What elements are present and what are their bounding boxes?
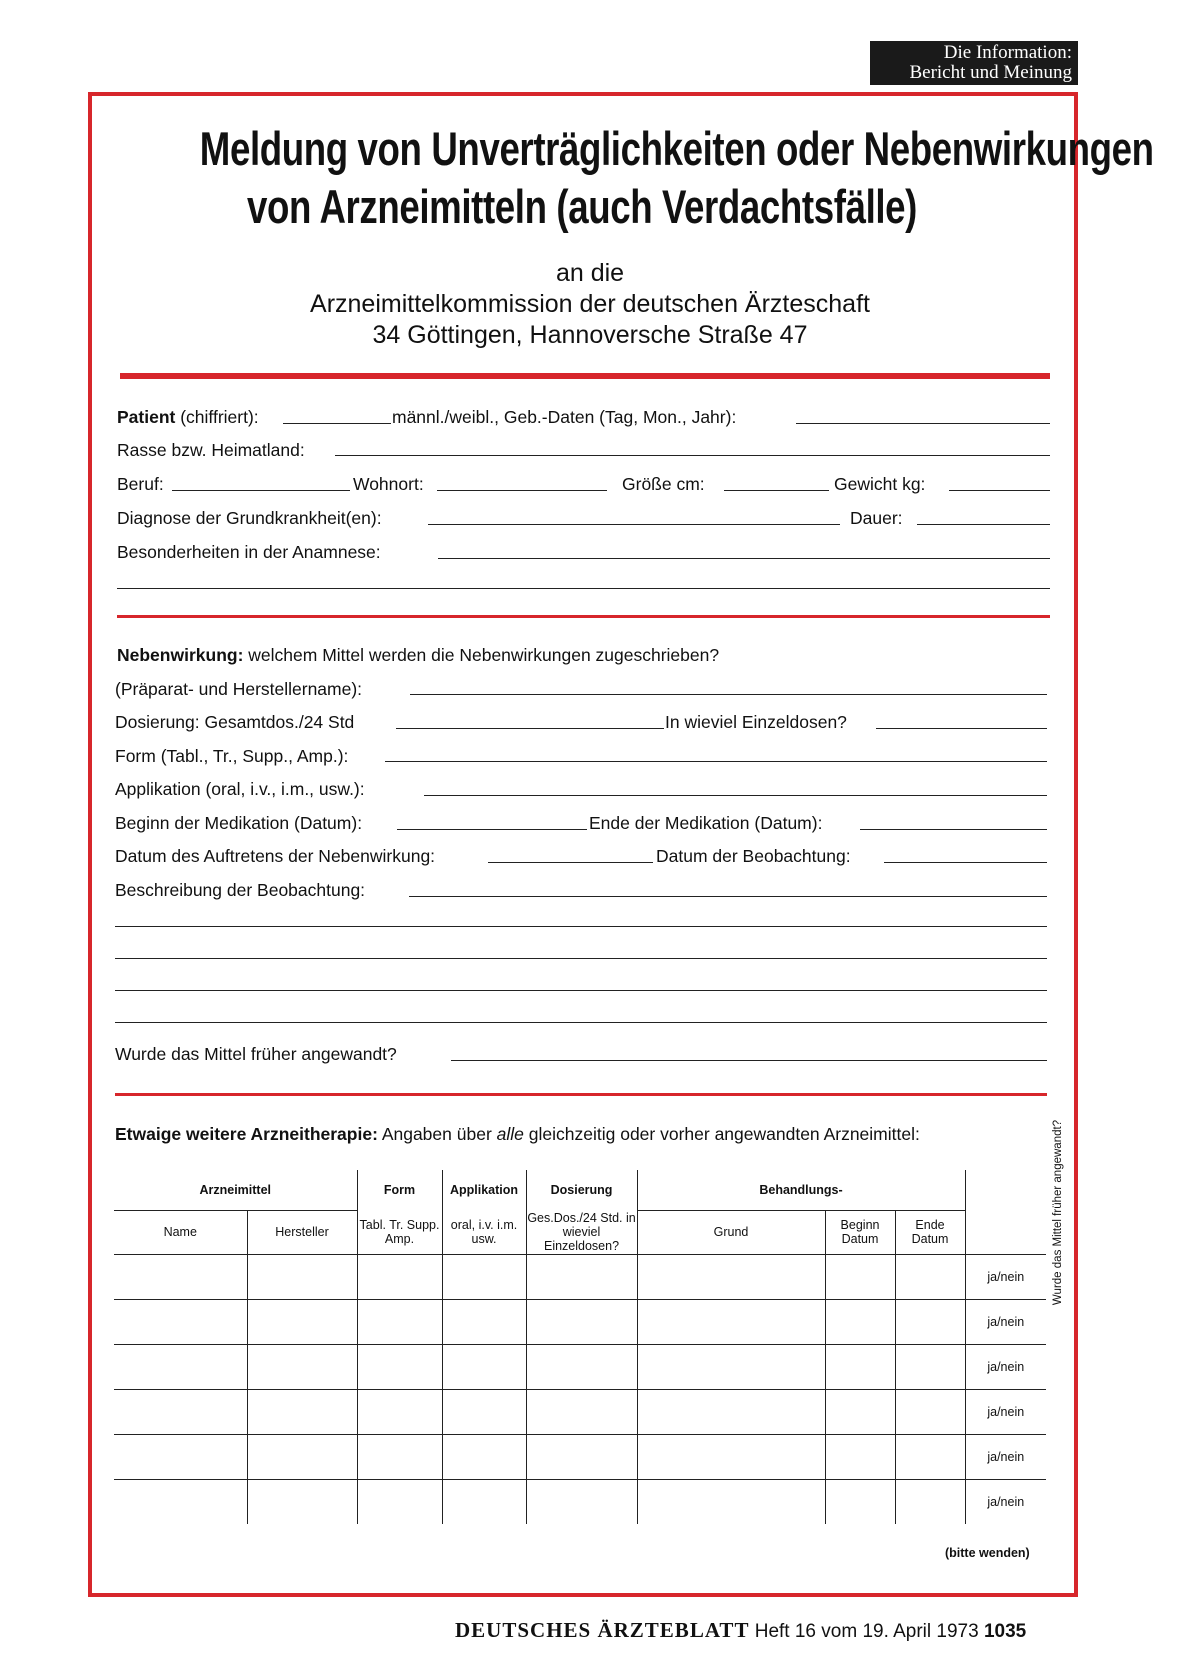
cell-manufacturer[interactable]: [247, 1479, 357, 1524]
cell-form[interactable]: [357, 1434, 442, 1479]
cell-manufacturer[interactable]: [247, 1299, 357, 1344]
previous-use-label: Wurde das Mittel früher angewandt?: [115, 1044, 397, 1064]
cell-reason[interactable]: [637, 1434, 825, 1479]
table-row: [114, 1254, 1046, 1299]
cell-name[interactable]: [114, 1479, 247, 1524]
th-start-date: Beginn Datum: [825, 1210, 895, 1254]
diagnosis-field[interactable]: [428, 524, 840, 525]
description-line4[interactable]: [115, 990, 1047, 991]
recipient-line1: an die: [555, 259, 625, 287]
th-application-sub: oral, i.v. i.m. usw.: [442, 1210, 526, 1254]
th-dosage: Dosierung: [526, 1170, 637, 1210]
table-row: [114, 1299, 1046, 1344]
birthdate-field[interactable]: [796, 423, 1050, 424]
single-doses-label: In wieviel Einzeldosen?: [665, 712, 847, 732]
height-field[interactable]: [724, 490, 829, 491]
occupation-label: Beruf:: [117, 474, 164, 494]
cell-reason[interactable]: [637, 1389, 825, 1434]
side-effect-heading: Nebenwirkung: welchem Mittel werden die Nebenwirkungen zugeschrieben?: [117, 645, 720, 665]
cell-yes-no[interactable]: ja/nein: [965, 1299, 1046, 1344]
th-dosage-sub: Ges.Dos./24 Std. in wieviel Einzeldosen?: [527, 1210, 636, 1253]
cell-start-date[interactable]: [825, 1479, 895, 1524]
cell-form[interactable]: [357, 1479, 442, 1524]
cell-yes-no[interactable]: ja/nein: [965, 1344, 1046, 1389]
th-manufacturer: Hersteller: [247, 1210, 357, 1254]
dosage-field[interactable]: [396, 728, 664, 729]
product-field[interactable]: [410, 694, 1047, 695]
anamnesis-field-line2[interactable]: [117, 588, 1050, 589]
start-medication-field[interactable]: [397, 829, 587, 830]
patient-code-field[interactable]: [283, 423, 391, 424]
cell-name[interactable]: [114, 1299, 247, 1344]
cell-yes-no[interactable]: ja/nein: [965, 1254, 1046, 1299]
cell-reason[interactable]: [637, 1254, 825, 1299]
patient-divider: [117, 615, 1050, 618]
onset-date-label: Datum des Auftretens der Nebenwirkung:: [115, 846, 436, 866]
cell-name[interactable]: [114, 1344, 247, 1389]
cell-name[interactable]: [114, 1389, 247, 1434]
header-divider: [120, 373, 1050, 379]
description-line3[interactable]: [115, 958, 1047, 959]
description-label: Beschreibung der Beobachtung:: [115, 880, 366, 900]
section-tag-line1: Die Information:: [943, 42, 1072, 63]
occupation-field[interactable]: [172, 490, 350, 491]
anamnesis-label: Besonderheiten in der Anamnese:: [117, 542, 381, 562]
cell-end-date[interactable]: [895, 1299, 965, 1344]
th-end-date: Ende Datum: [895, 1210, 965, 1254]
patient-heading: Patient (chiffriert):: [117, 407, 259, 427]
th-previous-use: Wurde das Mittel früher angewandt?: [965, 1170, 1046, 1254]
title-line2: von Arzneimitteln (auch Verdachtsfälle): [247, 180, 917, 233]
cell-start-date[interactable]: [825, 1299, 895, 1344]
turn-over-note: (bitte wenden): [945, 1546, 1030, 1560]
cell-name[interactable]: [114, 1254, 247, 1299]
race-label: Rasse bzw. Heimatland:: [117, 440, 305, 460]
description-field[interactable]: [409, 896, 1047, 897]
cell-application[interactable]: [442, 1344, 526, 1389]
cell-reason[interactable]: [637, 1479, 825, 1524]
th-application: Applikation: [442, 1170, 526, 1210]
cell-manufacturer[interactable]: [247, 1434, 357, 1479]
dosage-label: Dosierung: Gesamtdos./24 Std: [115, 712, 355, 732]
application-field[interactable]: [424, 795, 1047, 796]
cell-form[interactable]: [357, 1254, 442, 1299]
table-row: [114, 1389, 1046, 1434]
onset-date-field[interactable]: [488, 862, 653, 863]
side-effect-divider: [115, 1093, 1047, 1096]
cell-start-date[interactable]: [825, 1344, 895, 1389]
cell-reason[interactable]: [637, 1344, 825, 1389]
recipient-line3: 34 Göttingen, Hannoversche Straße 47: [372, 321, 808, 349]
section-tag: [870, 41, 1078, 85]
cell-end-date[interactable]: [895, 1479, 965, 1524]
recipient-address: [200, 258, 980, 351]
cell-dosage[interactable]: [526, 1254, 637, 1299]
description-line2[interactable]: [115, 926, 1047, 927]
cell-dosage[interactable]: [526, 1479, 637, 1524]
th-name: Name: [114, 1210, 247, 1254]
gender-birthdate-label: männl./weibl., Geb.-Daten (Tag, Mon., Jahr):: [392, 407, 737, 427]
page-title: [199, 120, 1154, 236]
table-row: [114, 1344, 1046, 1389]
cell-dosage[interactable]: [526, 1344, 637, 1389]
th-reason: Grund: [637, 1210, 825, 1254]
form-label: Form (Tabl., Tr., Supp., Amp.):: [115, 746, 349, 766]
page-number: 1035: [983, 1621, 1027, 1642]
anamnesis-field[interactable]: [438, 558, 1050, 559]
cell-form[interactable]: [357, 1344, 442, 1389]
previous-use-field[interactable]: [451, 1060, 1047, 1061]
cell-dosage[interactable]: [526, 1389, 637, 1434]
weight-field[interactable]: [949, 490, 1050, 491]
title-line1: Meldung von Unverträglichkeiten oder Nebenwirkungen: [199, 122, 1154, 175]
duration-label: Dauer:: [850, 508, 903, 528]
weight-label: Gewicht kg:: [834, 474, 926, 494]
cell-application[interactable]: [442, 1479, 526, 1524]
height-label: Größe cm:: [622, 474, 705, 494]
cell-start-date[interactable]: [825, 1254, 895, 1299]
form-field[interactable]: [385, 761, 1047, 762]
cell-yes-no[interactable]: ja/nein: [965, 1479, 1046, 1524]
cell-application[interactable]: [442, 1254, 526, 1299]
observation-date-field[interactable]: [884, 862, 1047, 863]
duration-field[interactable]: [917, 524, 1050, 525]
cell-reason[interactable]: [637, 1299, 825, 1344]
table-row: [114, 1479, 1046, 1524]
cell-start-date[interactable]: [825, 1389, 895, 1434]
recipient-line2: Arzneimittelkommission der deutschen Ärzteschaft: [310, 290, 870, 318]
product-label: (Präparat- und Herstellername):: [115, 679, 363, 699]
cell-application[interactable]: [442, 1299, 526, 1344]
th-medication: Arzneimittel: [114, 1170, 357, 1210]
residence-field[interactable]: [437, 490, 607, 491]
single-doses-field[interactable]: [876, 728, 1047, 729]
issue-info: Heft 16 vom 19. April 1973: [754, 1621, 979, 1642]
application-label: Applikation (oral, i.v., i.m., usw.):: [115, 779, 365, 799]
end-medication-label: Ende der Medikation (Datum):: [589, 813, 823, 833]
diagnosis-label: Diagnose der Grundkrankheit(en):: [117, 508, 382, 528]
cell-application[interactable]: [442, 1434, 526, 1479]
cell-yes-no[interactable]: ja/nein: [965, 1389, 1046, 1434]
start-medication-label: Beginn der Medikation (Datum):: [115, 813, 363, 833]
race-field[interactable]: [335, 455, 1050, 456]
cell-form[interactable]: [357, 1299, 442, 1344]
cell-dosage[interactable]: [526, 1299, 637, 1344]
cell-application[interactable]: [442, 1389, 526, 1434]
end-medication-field[interactable]: [860, 829, 1047, 830]
cell-end-date[interactable]: [895, 1344, 965, 1389]
cell-form[interactable]: [357, 1389, 442, 1434]
page-footer: [455, 1618, 1026, 1643]
cell-manufacturer[interactable]: [247, 1389, 357, 1434]
cell-start-date[interactable]: [825, 1434, 895, 1479]
cell-dosage[interactable]: [526, 1434, 637, 1479]
th-treatment: Behandlungs-: [637, 1170, 965, 1210]
cell-manufacturer[interactable]: [247, 1344, 357, 1389]
therapy-heading: Etwaige weitere Arzneitherapie: Angaben über alle gleichzeitig oder vorher angewandten Arzneimittel:: [115, 1124, 920, 1144]
section-tag-line2: Bericht und Meinung: [909, 62, 1072, 83]
cell-name[interactable]: [114, 1434, 247, 1479]
th-form-sub: Tabl. Tr. Supp. Amp.: [357, 1210, 442, 1254]
cell-end-date[interactable]: [895, 1254, 965, 1299]
residence-label: Wohnort:: [353, 474, 424, 494]
cell-yes-no[interactable]: ja/nein: [965, 1434, 1046, 1479]
description-line5[interactable]: [115, 1022, 1047, 1023]
observation-date-label: Datum der Beobachtung:: [656, 846, 851, 866]
table-row: [114, 1434, 1046, 1479]
cell-manufacturer[interactable]: [247, 1254, 357, 1299]
cell-end-date[interactable]: [895, 1389, 965, 1434]
journal-name: DEUTSCHES ÄRZTEBLATT: [455, 1618, 750, 1642]
th-form: Form: [357, 1170, 442, 1210]
cell-end-date[interactable]: [895, 1434, 965, 1479]
